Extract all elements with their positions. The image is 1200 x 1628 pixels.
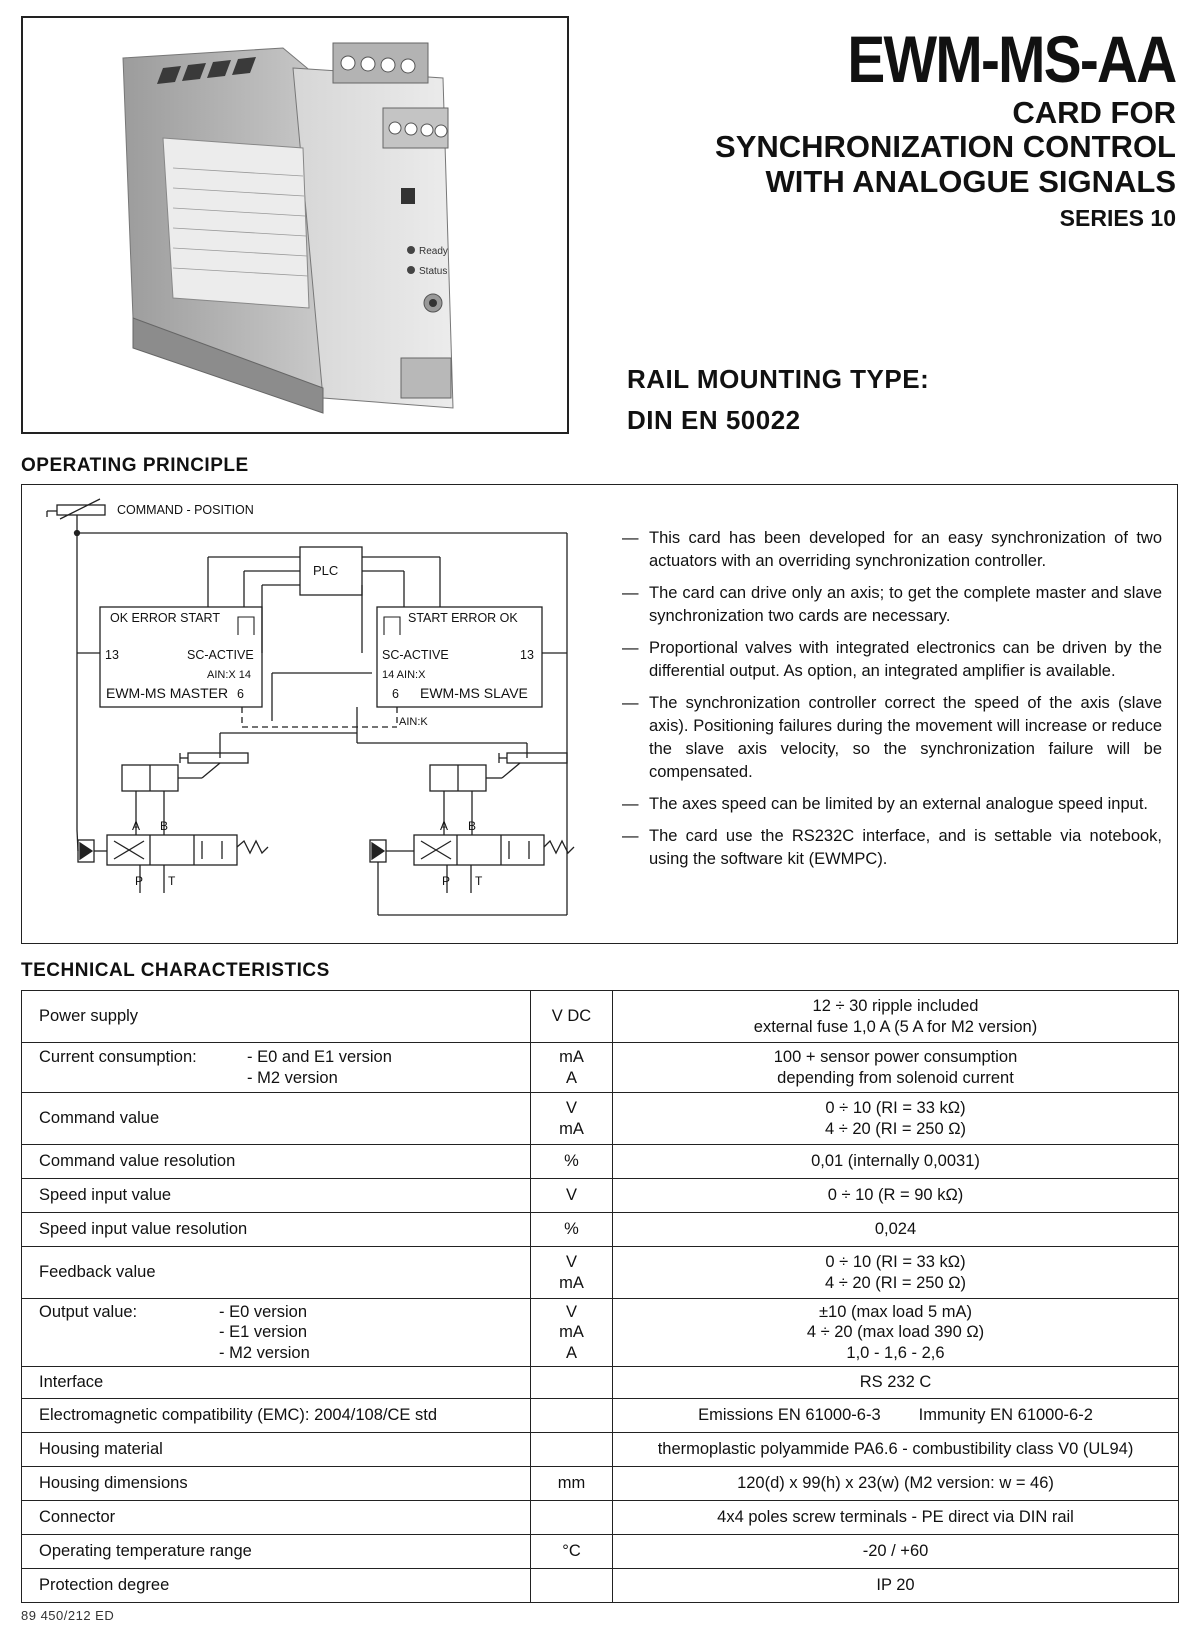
table-row [22,1179,1179,1213]
spec-label: Command value resolution [22,1145,531,1179]
table-row [22,1501,1179,1535]
spec-unit: V mA [531,1247,613,1299]
rail-mounting-standard: DIN EN 50022 [627,405,801,435]
spec-value: 0,024 [613,1213,1179,1247]
spec-value: 12 ÷ 30 ripple included external fuse 1,0 A (5 A for M2 version) [613,991,1179,1043]
spec-value: thermoplastic polyammide PA6.6 - combustibility class V0 (UL94) [613,1433,1179,1467]
master-sc-active: SC-ACTIVE [187,648,254,662]
table-row [22,1367,1179,1399]
spec-unit: % [531,1213,613,1247]
synchronization-schematic [22,485,622,945]
master-io-labels: OK ERROR START [110,611,220,625]
spec-unit: mA A [531,1043,613,1093]
left-port-a: A [132,819,141,833]
principle-item: — This card has been developed for an easy synchronization of two actuators with an overriding synchronization controller. [622,527,1162,573]
spec-label: Speed input value resolution [22,1213,531,1247]
document-code: 89 450/212 ED [21,1608,115,1623]
master-ain-x: AIN:X 14 [207,669,252,681]
spec-value: -20 / +60 [613,1535,1179,1569]
command-position-label: COMMAND - POSITION [117,503,254,517]
table-row [22,1145,1179,1179]
table-row [22,1399,1179,1433]
table-row [22,1299,1179,1367]
spec-value: 120(d) x 99(h) x 23(w) (M2 version: w = 46) [613,1467,1179,1501]
spec-unit: V mA [531,1093,613,1145]
spec-label-sub: - M2 version [247,1068,338,1087]
spec-label-sub: - E0 version [219,1302,308,1321]
table-row [22,1093,1179,1145]
spec-label: Housing dimensions [22,1467,531,1501]
spec-value: ±10 (max load 5 mA) 4 ÷ 20 (max load 390 Ω) 1,0 - 1,6 - 2,6 [613,1299,1179,1367]
spec-unit: % [531,1145,613,1179]
master-card-name: EWM-MS MASTER [106,685,229,701]
din-rail-card-illustration [23,18,569,434]
spec-unit [531,1433,613,1467]
spec-label: Housing material [22,1433,531,1467]
spec-unit: mm [531,1467,613,1501]
spec-label: Interface [22,1367,531,1399]
master-terminal-13: 13 [105,648,119,662]
principle-item: — The card can drive only an axis; to get the complete master and slave synchronization two cards are necessary. [622,582,1162,628]
spec-label-sub: - E1 version [219,1323,308,1342]
spec-value: IP 20 [613,1569,1179,1603]
spec-label: Operating temperature range [22,1535,531,1569]
spec-value: 0 ÷ 10 (R = 90 kΩ) [613,1179,1179,1213]
spec-value: 0 ÷ 10 (RI = 33 kΩ) 4 ÷ 20 (RI = 250 Ω) [613,1247,1179,1299]
spec-unit [531,1501,613,1535]
principle-item: — Proportional valves with integrated electronics can be driven by the differential output. As option, an integrated amplifier is available. [622,637,1162,683]
slave-sc-active: SC-ACTIVE [382,648,449,662]
master-terminal-6: 6 [237,687,244,701]
spec-value: RS 232 C [613,1367,1179,1399]
principle-item: — The card use the RS232C interface, and is settable via notebook, using the software kit (EWMPC). [622,825,1162,871]
spec-label-sub: - M2 version [219,1343,310,1362]
right-port-p: P [442,874,451,888]
table-row [22,1433,1179,1467]
spec-unit [531,1569,613,1603]
subtitle-line-1: CARD FOR [1012,95,1176,130]
principle-item: — The synchronization controller correct the speed of the axis (slave axis). Positioning failures during the movement will increase or reduce the slave axis velocity, so the synchronization failure will be compensated. [622,692,1162,784]
operating-principle-heading: OPERATING PRINCIPLE [21,455,249,476]
spec-unit [531,1399,613,1433]
left-port-p: P [135,874,144,888]
operating-principle-list [622,527,1162,880]
spec-unit [531,1367,613,1399]
subtitle-line-2: SYNCHRONIZATION CONTROL [715,129,1176,164]
spec-value: 4x4 poles screw terminals - PE direct via DIN rail [613,1501,1179,1535]
emc-immunity: Immunity EN 61000-6-2 [918,1406,1093,1425]
spec-label: Command value [22,1093,531,1145]
slave-io-labels: START ERROR OK [408,611,518,625]
table-row [22,1535,1179,1569]
technical-characteristics-heading: TECHNICAL CHARACTERISTICS [21,960,330,981]
slave-ain-x: 14 AIN:X [382,669,426,681]
table-row [22,1467,1179,1501]
right-valve [414,835,544,865]
ready-led-label: Ready [419,246,448,257]
left-port-b: B [160,819,169,833]
status-led-label: Status [419,266,448,277]
spec-label: Speed input value [22,1179,531,1213]
spec-label-main: Current consumption: [39,1048,197,1066]
spec-unit: V [531,1179,613,1213]
ain-k-label: AIN:K [399,716,428,728]
slave-terminal-6: 6 [392,687,399,701]
spec-label: Electromagnetic compatibility (EMC): 2004/108/CE std [22,1399,531,1433]
product-photo [21,16,569,434]
right-port-t: T [475,874,483,888]
emc-emissions: Emissions EN 61000-6-3 [698,1406,881,1425]
spec-label: Feedback value [22,1247,531,1299]
spec-value [613,1399,1179,1433]
spec-unit: V DC [531,991,613,1043]
slave-terminal-13: 13 [520,648,534,662]
spec-unit: V mA A [531,1299,613,1367]
principle-item: — The axes speed can be limited by an external analogue speed input. [622,793,1162,816]
spec-label-main: Output value: [39,1302,138,1321]
spec-label [22,1043,531,1093]
spec-unit: °C [531,1535,613,1569]
technical-characteristics-table [21,990,1179,1603]
spec-value: 0 ÷ 10 (RI = 33 kΩ) 4 ÷ 20 (RI = 250 Ω) [613,1093,1179,1145]
spec-label [22,1299,531,1367]
left-valve [107,835,237,865]
right-port-a: A [440,819,449,833]
plc-label: PLC [313,563,339,578]
spec-value: 0,01 (internally 0,0031) [613,1145,1179,1179]
spec-label: Power supply [22,991,531,1043]
spec-label-sub: - E0 and E1 version [247,1048,392,1066]
command-potentiometer [57,505,105,515]
spec-value: 100 + sensor power consumption depending from solenoid current [613,1043,1179,1093]
spec-label: Connector [22,1501,531,1535]
rail-mounting-label: RAIL MOUNTING TYPE: [627,364,930,394]
table-row [22,991,1179,1043]
series-label: SERIES 10 [1059,205,1176,231]
operating-principle-box [21,484,1178,944]
subtitle-line-3: WITH ANALOGUE SIGNALS [765,164,1176,199]
spec-label: Protection degree [22,1569,531,1603]
right-port-b: B [468,819,477,833]
product-title: EWM-MS-AA [847,22,1176,96]
left-port-t: T [168,874,176,888]
table-row [22,1043,1179,1093]
table-row [22,1569,1179,1603]
table-row [22,1247,1179,1299]
table-row [22,1213,1179,1247]
slave-card-name: EWM-MS SLAVE [420,685,528,701]
